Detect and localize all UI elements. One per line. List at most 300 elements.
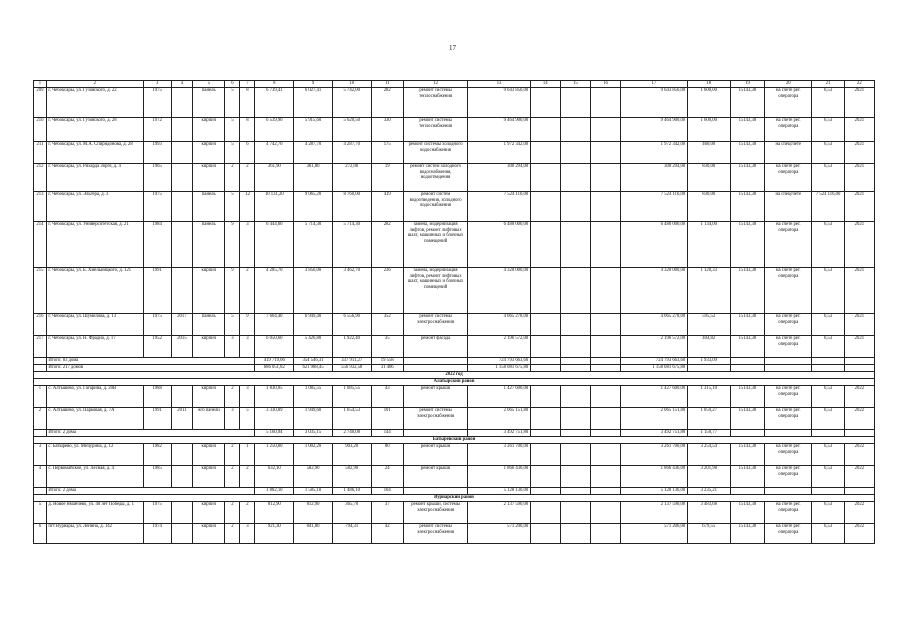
- cell-work: ремонт крыши, системы электроснабжения: [403, 502, 468, 524]
- cell-empty: [590, 488, 620, 495]
- cell-work: ремонт системы холодного водоснабжения: [403, 142, 468, 164]
- table-row: [34, 88, 875, 118]
- cell-a3: 5 620,50: [332, 118, 371, 142]
- cell-m2: 3 483,68: [687, 502, 730, 524]
- cell-res: 330: [371, 118, 403, 142]
- cell-s14: [530, 386, 560, 408]
- cell-m2: 3 254,54: [687, 444, 730, 466]
- cell-m2: 679,55: [687, 524, 730, 544]
- table-row: [34, 268, 875, 314]
- total-label: Итого: 217 домов: [46, 365, 255, 372]
- cell-s17: 7 524 116,00: [621, 192, 688, 222]
- cell-sum: 4 065 278,00: [468, 314, 530, 336]
- cell-s17: 4 320 000,00: [621, 268, 688, 314]
- cell-mat: панель: [193, 314, 225, 336]
- cell-v21: 7 524 116,00: [812, 192, 844, 222]
- cell-y2: [171, 524, 193, 544]
- cell-empty: [590, 430, 620, 437]
- cell-mat: кирпич: [193, 502, 225, 524]
- cell-s15: [560, 408, 590, 430]
- cell-work: замена, модернизация лифтов, ремонт лифтовых шахт, машинных и блочных помещений: [403, 268, 468, 314]
- cell-s14: [530, 192, 560, 222]
- capital-repair-table: [33, 80, 875, 544]
- cell-v21: 6,53: [812, 466, 844, 488]
- cell-en: 3: [240, 524, 255, 544]
- table-row: [34, 314, 875, 336]
- cell-yr: 2022: [844, 444, 874, 466]
- cell-s17: 1 427 600,00: [621, 386, 688, 408]
- cell-empty: [530, 430, 560, 437]
- cell-mat: панель: [193, 222, 225, 268]
- cell-src: на счете рег. оператора: [765, 524, 812, 544]
- cell-s14: [530, 268, 560, 314]
- cell-s17: 571 206,00: [621, 524, 688, 544]
- cell-yr: 2021: [844, 192, 874, 222]
- column-number: 7: [240, 81, 255, 88]
- cell-s17: 2 065 151,80: [621, 408, 688, 430]
- cell-src: на счете рег. оператора: [765, 164, 812, 192]
- district-header-label: Вурнарский район: [34, 495, 875, 502]
- cell-fl: 2: [225, 164, 240, 192]
- cell-work: ремонт фасада: [403, 336, 468, 358]
- cell-year: 1985: [143, 466, 171, 488]
- cell-s15: [560, 336, 590, 358]
- cell-year: 1991: [143, 268, 171, 314]
- cell-v21: 6,53: [812, 336, 844, 358]
- column-number: 17: [621, 81, 688, 88]
- cell-a2: 6 949,40: [294, 314, 333, 336]
- cell-y2: [171, 466, 193, 488]
- column-number: 4: [171, 81, 193, 88]
- cell-s15: [560, 88, 590, 118]
- column-number: 1: [34, 81, 47, 88]
- total-sum: 5 128 136,00: [468, 488, 530, 495]
- total-a1: 1 882,10: [255, 488, 294, 495]
- cell-work: ремонт крыши: [403, 444, 468, 466]
- cell-a1: 921,30: [255, 524, 294, 544]
- table-row: [34, 386, 875, 408]
- cell-s14: [530, 118, 560, 142]
- cell-s15: [560, 268, 590, 314]
- cell-m2: 1 315,10: [687, 386, 730, 408]
- cell-work: ремонт крыши: [403, 386, 468, 408]
- cell-s15: [560, 314, 590, 336]
- cell-s16: [590, 268, 620, 314]
- cell-a3: 794,31: [332, 524, 371, 544]
- column-number: 2: [46, 81, 143, 88]
- cell-lim: 15143,38: [730, 336, 764, 358]
- cell-addr: г. Чебоксары, ул. Эльгера, д. 3: [46, 192, 143, 222]
- cell-mat: панель: [193, 88, 225, 118]
- cell-s16: [590, 222, 620, 268]
- cell-m2: 1 134,00: [687, 222, 730, 268]
- column-number: 19: [730, 81, 764, 88]
- cell-v21: 6,53: [812, 502, 844, 524]
- cell-v21: 6,53: [812, 386, 844, 408]
- cell-src: на счете рег. оператора: [765, 268, 812, 314]
- cell-v21: 6,53: [812, 314, 844, 336]
- cell-a2: 5 714,30: [294, 222, 333, 268]
- cell-s16: [590, 192, 620, 222]
- cell-empty: [730, 358, 764, 365]
- cell-lim: 15143,38: [730, 314, 764, 336]
- cell-src: на счете рег. оператора: [765, 88, 812, 118]
- cell-s15: [560, 222, 590, 268]
- cell-empty: [730, 430, 764, 437]
- table-row: [34, 502, 875, 524]
- total-a1: 686 051,82: [255, 365, 294, 372]
- cell-lim: 15143,38: [730, 466, 764, 488]
- cell-res: 282: [371, 222, 403, 268]
- cell-src: на счете рег. оператора: [765, 222, 812, 268]
- cell-mat: кирпич: [193, 336, 225, 358]
- district-header: [34, 379, 875, 386]
- cell-empty: [560, 488, 590, 495]
- total-row: [34, 430, 875, 437]
- table-row: [34, 336, 875, 358]
- cell-s17: 2 137 590,00: [621, 502, 688, 524]
- cell-n: 4: [34, 466, 47, 488]
- cell-v21: 6,53: [812, 408, 844, 430]
- table-row: [34, 444, 875, 466]
- cell-a1: 4 285,70: [255, 268, 294, 314]
- cell-res: 37: [371, 502, 403, 524]
- cell-src: на счете рег. оператора: [765, 502, 812, 524]
- total-s17: 724 793 663,60: [621, 358, 688, 365]
- cell-yr: 2022: [844, 408, 874, 430]
- column-number: 20: [765, 81, 812, 88]
- cell-s16: [590, 88, 620, 118]
- cell-year: 1993: [143, 142, 171, 164]
- cell-s16: [590, 314, 620, 336]
- cell-v21: 6,53: [812, 222, 844, 268]
- total-s17: 1 158 081 675,80: [621, 365, 688, 372]
- cell-addr: г. Чебоксары, ул. Рихарда Зорге, д. 4: [46, 164, 143, 192]
- cell-mat: кирпич: [193, 386, 225, 408]
- cell-a3: 5 742,00: [332, 88, 371, 118]
- total-a2: 621 988,45: [294, 365, 333, 372]
- cell-en: 9: [240, 314, 255, 336]
- cell-n: 211: [34, 142, 47, 164]
- cell-res: 352: [371, 314, 403, 336]
- cell-a3: 903,20: [332, 444, 371, 466]
- cell-a2: 812,90: [294, 502, 333, 524]
- cell-empty: [844, 365, 874, 372]
- cell-empty: [844, 430, 874, 437]
- cell-res: 19: [371, 164, 403, 192]
- cell-fl: 5: [225, 192, 240, 222]
- table-row: [34, 142, 875, 164]
- cell-a3: 582,90: [332, 466, 371, 488]
- cell-empty: [403, 488, 468, 495]
- cell-s16: [590, 444, 620, 466]
- cell-n: 3: [34, 444, 47, 466]
- cell-year: 1975: [143, 502, 171, 524]
- page-number: 17: [449, 44, 456, 52]
- cell-s14: [530, 466, 560, 488]
- cell-empty: [730, 365, 764, 372]
- cell-y2: [171, 118, 193, 142]
- cell-y2: [171, 502, 193, 524]
- cell-res: 282: [371, 88, 403, 118]
- cell-work: ремонт систем водоотведения, холодного водоснабжения: [403, 192, 468, 222]
- cell-s15: [560, 466, 590, 488]
- cell-year: 1952: [143, 336, 171, 358]
- cell-lim: 15143,38: [730, 88, 764, 118]
- cell-work: ремонт системы электроснабжения: [403, 524, 468, 544]
- cell-lim: 15143,38: [730, 192, 764, 222]
- total-sum: 1 158 081 675,80: [468, 365, 530, 372]
- total-label: Итого: 83 дома: [46, 358, 255, 365]
- cell-src: на счете рег. оператора: [765, 408, 812, 430]
- total-m2: [687, 365, 730, 372]
- cell-src: на спецсчете: [765, 142, 812, 164]
- cell-mat: кирпич: [193, 444, 225, 466]
- cell-work: ремонт систем холодного водоснабжения, водоотведения: [403, 164, 468, 192]
- cell-n: 214: [34, 222, 47, 268]
- column-number: 13: [468, 81, 530, 88]
- cell-empty: [560, 430, 590, 437]
- cell-empty: [34, 430, 47, 437]
- district-header-label: Батыревский район: [34, 437, 875, 444]
- cell-s16: [590, 502, 620, 524]
- column-number: 14: [530, 81, 560, 88]
- cell-a3: 3 462,70: [332, 268, 371, 314]
- cell-src: на счете рег. оператора: [765, 118, 812, 142]
- cell-sum: 6 480 000,00: [468, 222, 530, 268]
- cell-lim: 15143,38: [730, 408, 764, 430]
- cell-year: 1965: [143, 164, 171, 192]
- cell-lim: 15143,38: [730, 164, 764, 192]
- cell-fl: 9: [225, 268, 240, 314]
- cell-s17: 2 196 572,00: [621, 336, 688, 358]
- cell-yr: 2021: [844, 336, 874, 358]
- cell-m2: 460,00: [687, 142, 730, 164]
- cell-mat: кирпич: [193, 118, 225, 142]
- cell-a2: 4 287,70: [294, 142, 333, 164]
- district-header: [34, 495, 875, 502]
- cell-lim: 15143,38: [730, 142, 764, 164]
- cell-s15: [560, 118, 590, 142]
- column-number: 21: [812, 81, 844, 88]
- total-sum: 3 492 751,80: [468, 430, 530, 437]
- cell-m2: 830,00: [687, 192, 730, 222]
- cell-y2: [171, 164, 193, 192]
- cell-sum: 1 427 600,00: [468, 386, 530, 408]
- cell-m2: 1 120,33: [687, 268, 730, 314]
- cell-lim: 15143,38: [730, 268, 764, 314]
- total-res: 104: [371, 488, 403, 495]
- cell-a3: 1 922,40: [332, 336, 371, 358]
- cell-mat: кирпич: [193, 524, 225, 544]
- cell-s16: [590, 336, 620, 358]
- cell-work: ремонт системы теплоснабжения: [403, 88, 468, 118]
- year-header: [34, 372, 875, 379]
- cell-v21: 6,53: [812, 524, 844, 544]
- cell-addr: с. Алтышево, ул. Гагарина, д. 20В: [46, 386, 143, 408]
- cell-empty: [812, 365, 844, 372]
- total-sum: 724 793 663,60: [468, 358, 530, 365]
- cell-addr: д. Новое Яманчево, ул. 40 лет Победы, д. 1: [46, 502, 143, 524]
- district-header-label: Алатырский район: [34, 379, 875, 386]
- cell-addr: г. Чебоксары, ул. Гузовского, д. 28: [46, 118, 143, 142]
- total-res: 144: [371, 430, 403, 437]
- cell-s14: [530, 222, 560, 268]
- column-number: 8: [255, 81, 294, 88]
- cell-s14: [530, 524, 560, 544]
- cell-yr: 2021: [844, 142, 874, 164]
- cell-en: 3: [240, 222, 255, 268]
- column-number: 16: [590, 81, 620, 88]
- cell-year: 1975: [143, 88, 171, 118]
- cell-sum: 2 137 590,00: [468, 502, 530, 524]
- cell-s16: [590, 524, 620, 544]
- cell-a1: 6 539,90: [255, 118, 294, 142]
- table-row: [34, 222, 875, 268]
- cell-y2: [171, 386, 193, 408]
- cell-s15: [560, 502, 590, 524]
- cell-empty: [844, 488, 874, 495]
- cell-a2: 1 085,55: [294, 386, 333, 408]
- cell-a1: 6 739,41: [255, 88, 294, 118]
- cell-y2: 2015: [171, 336, 193, 358]
- cell-s15: [560, 192, 590, 222]
- cell-fl: 2: [225, 502, 240, 524]
- cell-s14: [530, 314, 560, 336]
- cell-addr: с. Первомайское, ул. Лесная, д. 4: [46, 466, 143, 488]
- total-a2: 1 585,10: [294, 488, 333, 495]
- cell-res: 80: [371, 444, 403, 466]
- total-res: 19 558: [371, 358, 403, 365]
- cell-fl: 3: [225, 408, 240, 430]
- cell-s17: 6 480 000,00: [621, 222, 688, 268]
- cell-m2: 1 600,00: [687, 118, 730, 142]
- cell-a1: 361,90: [255, 164, 294, 192]
- cell-a2: 1 002,20: [294, 444, 333, 466]
- cell-n: 2: [34, 408, 47, 430]
- cell-a2: 361,80: [294, 164, 333, 192]
- cell-year: 1991: [143, 408, 171, 430]
- cell-empty: [530, 358, 560, 365]
- cell-s16: [590, 164, 620, 192]
- cell-yr: 2021: [844, 118, 874, 142]
- column-number: 5: [193, 81, 225, 88]
- cell-s16: [590, 386, 620, 408]
- cell-mat: ж/б панели: [193, 408, 225, 430]
- cell-a2: 5 426,80: [294, 336, 333, 358]
- column-number: 11: [371, 81, 403, 88]
- cell-addr: пгт Вурнары, ул. Ленина, д. 142: [46, 524, 143, 544]
- year-header-label: 2022 год: [34, 372, 875, 379]
- total-a3: 1 486,10: [332, 488, 371, 495]
- cell-s17: 300 294,00: [621, 164, 688, 192]
- cell-mat: кирпич: [193, 268, 225, 314]
- total-row: [34, 365, 875, 372]
- cell-empty: [590, 358, 620, 365]
- cell-empty: [844, 358, 874, 365]
- cell-yr: 2022: [844, 466, 874, 488]
- cell-addr: с. Алтышево, ул. Парковая, д. 7А: [46, 408, 143, 430]
- cell-v21: 6,53: [812, 268, 844, 314]
- cell-a1: 6 050,60: [255, 336, 294, 358]
- cell-empty: [730, 488, 764, 495]
- cell-year: 1975: [143, 314, 171, 336]
- cell-a3: 8 760,00: [332, 192, 371, 222]
- cell-res: 24: [371, 466, 403, 488]
- cell-s14: [530, 502, 560, 524]
- cell-sum: 7 524 116,00: [468, 192, 530, 222]
- cell-y2: [171, 192, 193, 222]
- cell-s15: [560, 142, 590, 164]
- cell-src: на счете рег. оператора: [765, 386, 812, 408]
- cell-a1: 4 742,70: [255, 142, 294, 164]
- cell-sum: 571 206,00: [468, 524, 530, 544]
- column-number: 18: [687, 81, 730, 88]
- cell-s15: [560, 386, 590, 408]
- cell-a3: 4 287,70: [332, 142, 371, 164]
- total-row: [34, 358, 875, 365]
- cell-yr: 2021: [844, 88, 874, 118]
- cell-s15: [560, 444, 590, 466]
- total-a1: 419 719,06: [255, 358, 294, 365]
- total-m2: 1 933,09: [687, 358, 730, 365]
- cell-fl: 5: [225, 88, 240, 118]
- cell-work: ремонт системы электроснабжения: [403, 314, 468, 336]
- cell-y2: 2017: [171, 314, 193, 336]
- total-s17: 3 492 751,80: [621, 430, 688, 437]
- total-s17: 5 128 136,00: [621, 488, 688, 495]
- cell-res: 43: [371, 386, 403, 408]
- total-a1: 5 160,94: [255, 430, 294, 437]
- cell-y2: 2011: [171, 408, 193, 430]
- cell-mat: кирпич: [193, 142, 225, 164]
- cell-fl: 5: [225, 314, 240, 336]
- total-label: Итого: 2 дома: [46, 488, 255, 495]
- total-a2: 354 546,31: [294, 358, 333, 365]
- cell-yr: 2021: [844, 222, 874, 268]
- cell-en: 1: [240, 444, 255, 466]
- column-number: 10: [332, 81, 371, 88]
- cell-sum: 9 464 900,00: [468, 118, 530, 142]
- cell-res: 101: [371, 408, 403, 430]
- cell-work: ремонт системы электроснабжения: [403, 408, 468, 430]
- cell-a3: 1 654,53: [332, 408, 371, 430]
- table-row: [34, 192, 875, 222]
- cell-sum: 1 972 342,00: [468, 142, 530, 164]
- cell-year: 1974: [143, 524, 171, 544]
- column-number: 3: [143, 81, 171, 88]
- cell-empty: [765, 365, 812, 372]
- cell-s15: [560, 164, 590, 192]
- cell-n: 213: [34, 192, 47, 222]
- cell-s16: [590, 118, 620, 142]
- cell-s17: 4 065 278,00: [621, 314, 688, 336]
- cell-lim: 15143,38: [730, 524, 764, 544]
- cell-sum: 4 320 000,00: [468, 268, 530, 314]
- cell-mat: кирпич: [193, 164, 225, 192]
- cell-m2: 830,00: [687, 164, 730, 192]
- cell-v21: 6,53: [812, 118, 844, 142]
- cell-n: 6: [34, 524, 47, 544]
- cell-lim: 15143,38: [730, 386, 764, 408]
- total-a3: 556 932,58: [332, 365, 371, 372]
- column-number: 22: [844, 81, 874, 88]
- total-m2: 3 235,21: [687, 488, 730, 495]
- cell-s17: 1 972 342,00: [621, 142, 688, 164]
- cell-empty: [560, 365, 590, 372]
- cell-en: 2: [240, 466, 255, 488]
- cell-en: 3: [240, 336, 255, 358]
